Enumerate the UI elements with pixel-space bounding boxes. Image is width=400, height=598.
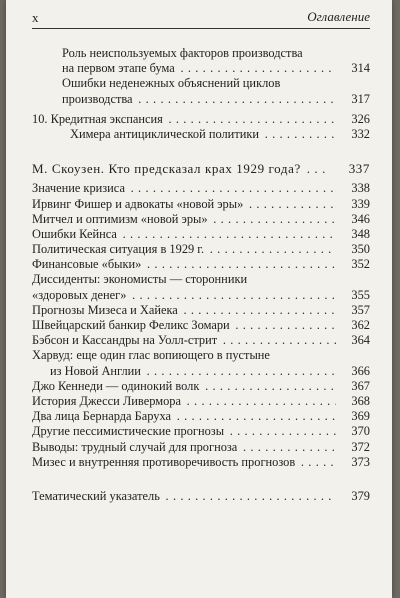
toc-entry [32,242,370,257]
toc-entry-label: из Новой Англии [50,363,141,378]
toc-entry-page: 372 [351,439,370,454]
toc-entry-page: 369 [351,409,370,424]
toc-entry-label: на первом этапе бума [62,61,175,76]
toc-entry [32,227,370,242]
toc-entry-page: 370 [351,424,370,439]
running-header [32,4,370,29]
toc-entry-page: 357 [351,302,370,317]
toc-entry-label: Два лица Бернарда Баруха [32,409,172,424]
toc-entry [32,455,370,470]
toc-index-page: 379 [351,488,370,503]
toc-entry-label: Мизес и внутренняя противоречивость прогнозов [32,454,296,469]
toc-entry-page: 352 [351,257,370,272]
toc-entry [32,333,370,348]
toc-entry-page: 366 [351,363,370,378]
toc-entry [32,257,370,272]
toc-entry-continuation: Ошибки неденежных объяснений циклов [62,76,281,91]
toc-entry [32,92,370,107]
toc-chapter-page: 337 [348,161,370,177]
toc-entry [32,318,370,333]
toc-entry [32,409,370,424]
toc-entry-page: 332 [351,126,370,141]
running-title: Оглавление [307,9,370,24]
toc-entry-page: 368 [351,393,370,408]
toc-entry [32,364,370,379]
toc-entry [32,127,370,142]
toc-entry-page: 367 [351,378,370,393]
toc-entry [32,197,370,212]
toc-entry [32,61,370,76]
toc-entry-label: производства [62,91,133,106]
toc-entry-page: 355 [351,287,370,302]
toc-entry-page: 339 [351,196,370,211]
toc-entry [32,424,370,439]
toc-entry-label: Джо Кеннеди — одинокий волк [32,378,200,393]
toc-entry [32,288,370,303]
toc-entry-label: Швейцарский банкир Феликс Зомари [32,318,230,332]
toc-entry-label: Политическая ситуация в 1929 г. [32,242,205,257]
toc-entry-label: Бэбсон и Кассандры на Уолл-стрит [32,333,218,348]
toc-entry-label: Ирвинг Фишер и адвокаты «новой эры» [32,196,244,211]
toc-entry-label: Ошибки Кейнса [32,226,117,241]
toc-entry-label: «здоровых денег» [32,287,127,302]
toc-section [32,112,370,127]
toc-entry-label: Выводы: трудный случай для прогноза [32,439,238,454]
toc-entry [32,440,370,455]
toc-entry-page: 373 [351,454,370,469]
toc-entry-label: Прогнозы Мизеса и Хайека [32,302,178,317]
toc-entry [32,303,370,318]
toc-entry-label: Митчел и оптимизм «новой эры» [32,211,208,226]
toc-entry-page: 314 [351,61,370,76]
toc-entry-page: 350 [351,242,370,257]
toc-entry [32,394,370,409]
toc-chapter-label: М. Скоузен. Кто предсказал крах 1929 года? [32,161,301,177]
toc-entry-continuation: Диссиденты: экономисты — сторонники [32,272,248,287]
toc-entry-page: 317 [351,91,370,106]
toc-section-page: 326 [351,111,370,126]
toc-entry-page: 346 [351,211,370,226]
book-page [6,0,392,598]
toc-entry-label: Финансовые «быки» [32,257,142,272]
toc-entry-page: 338 [351,181,370,196]
toc-section-label: 10. Кредитная экспансия [32,111,163,126]
toc-chapter [32,161,370,176]
toc-entry-label: История Джесси Ливермора [32,393,181,408]
toc-index-label: Тематический указатель [32,488,160,503]
toc-index [32,489,370,504]
page-number: x [32,10,39,25]
toc-entry [32,379,370,394]
toc-entry-label: Другие пессимистические прогнозы [32,424,225,439]
toc-entry-page: 348 [351,226,370,241]
toc-entry [32,181,370,196]
toc-entry-page: 364 [351,333,370,348]
toc-entry-label: Химера антициклической политики [70,126,260,141]
toc-entry-label: Значение кризиса [32,181,125,196]
toc-entry-continuation: Харвуд: еще один глас вопиющего в пустыне [32,348,270,363]
toc-entry-page: 362 [351,318,370,332]
toc-entry [32,212,370,227]
toc-entry-continuation: Роль неиспользуемых факторов производства [62,46,303,60]
table-of-contents [32,46,370,504]
